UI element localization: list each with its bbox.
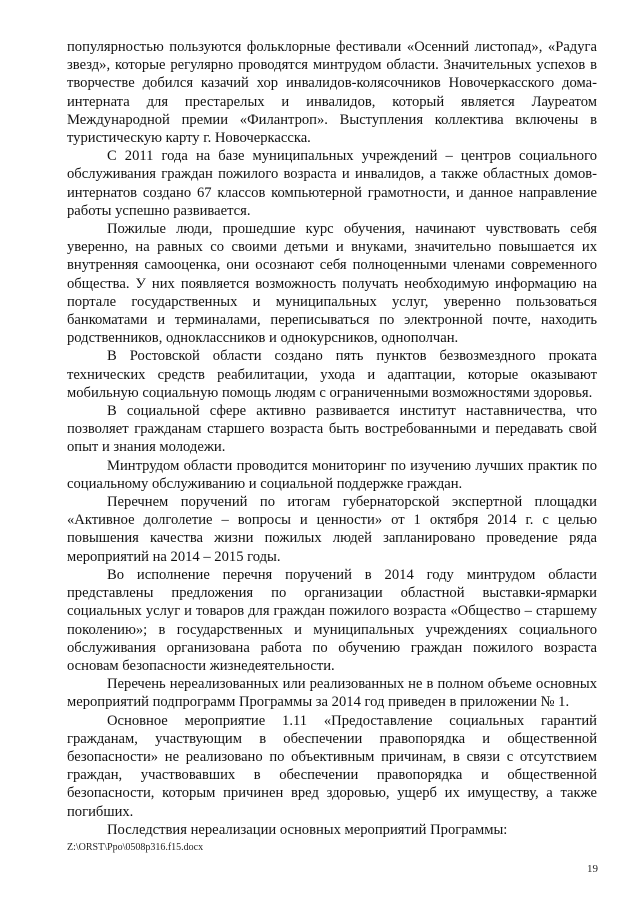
paragraph-folk-festivals: популярностью пользуются фольклорные фестивали «Осенний листопад», «Радуга звезд», которые регулярно проводятся минтрудом области. Значительных успехов в творчестве добился казачий хор инвалидов-колясочников Новочеркасского дома-интерната для престарелых и инвалидов, который является Лауреатом Международной премии «Филантроп». Выступления коллектива включены в туристическую карту г. Новочеркасска. <box>67 39 597 147</box>
paragraph-unrealized-activities-list: Перечень нереализованных или реализованных не в полном объеме основных мероприятий подпрограмм Программы за 2014 год приведен в приложении № 1. <box>67 676 597 711</box>
paragraph-instructions-execution: Во исполнение перечня поручений в 2014 году минтрудом области представлены предложения по организации областной выставки-ярмарки социальных услуг и товаров для граждан пожилого возраста «Общество – старшему поколению»; в государственных и муниципальных учреждениях социального обслуживания организована работа по обучению граждан пожилого возраста основам безопасности жизнедеятельности. <box>67 566 597 674</box>
footer-file-path: Z:\ORST\Ppo\0508p316.f15.docx <box>67 842 204 853</box>
paragraph-best-practices-monitoring: Минтрудом области проводится мониторинг по изучению лучших практик по социальному обслуживанию и социальной поддержке граждан. <box>67 457 597 492</box>
paragraph-activity-1-11: Основное мероприятие 1.11 «Предоставление социальных гарантий гражданам, участвующим в обеспечении правопорядка и общественной безопасности» не реализовано по объективным причинам, в связи с отсутствием граждан, участвовавших в обеспечении правопорядка и общественной безопасности, которым причинен вред здоровью, ущерб их имуществу, а также погибших. <box>67 712 597 820</box>
document-body <box>67 38 597 839</box>
paragraph-mentoring-institute: В социальной сфере активно развивается институт наставничества, что позволяет гражданам старшего возраста быть востребованными и передавать свой опыт и знания молодежи. <box>67 403 597 456</box>
paragraph-rehabilitation-rental-points: В Ростовской области создано пять пунктов безвозмездного проката технических средств реабилитации, ухода и адаптации, которые оказывают мобильную социальную помощь людям с ограниченными возможностями здоровья. <box>67 348 597 401</box>
paragraph-active-longevity-instructions: Перечнем поручений по итогам губернаторской экспертной площадки «Активное долголетие – вопросы и ценности» от 1 октября 2014 г. с целью повышения качества жизни пожилых людей запланировано проведение ряда мероприятий на 2014 – 2015 годы. <box>67 494 597 565</box>
paragraph-computer-literacy-classes: С 2011 года на базе муниципальных учреждений – центров социального обслуживания граждан пожилого возраста и инвалидов, а также областных домов-интернатов создано 67 классов компьютерной грамотности, и данное направление работы успешно развивается. <box>67 148 597 219</box>
paragraph-consequences-heading: Последствия нереализации основных мероприятий Программы: <box>107 821 508 838</box>
paragraph-elderly-training-results: Пожилые люди, прошедшие курс обучения, начинают чувствовать себя уверенно, на равных со своими детьми и внуками, значительно повышается их внутренняя самооценка, они осознают себя полноценными членами современного общества. У них появляется возможность получать необходимую информацию на портале государственных и муниципальных услуг, уверенно пользоваться банкоматами и терминалами, переписываться по электронной почте, находить родственников, одноклассников и однокурсников, однополчан. <box>67 221 597 347</box>
page-number: 19 <box>587 863 598 875</box>
